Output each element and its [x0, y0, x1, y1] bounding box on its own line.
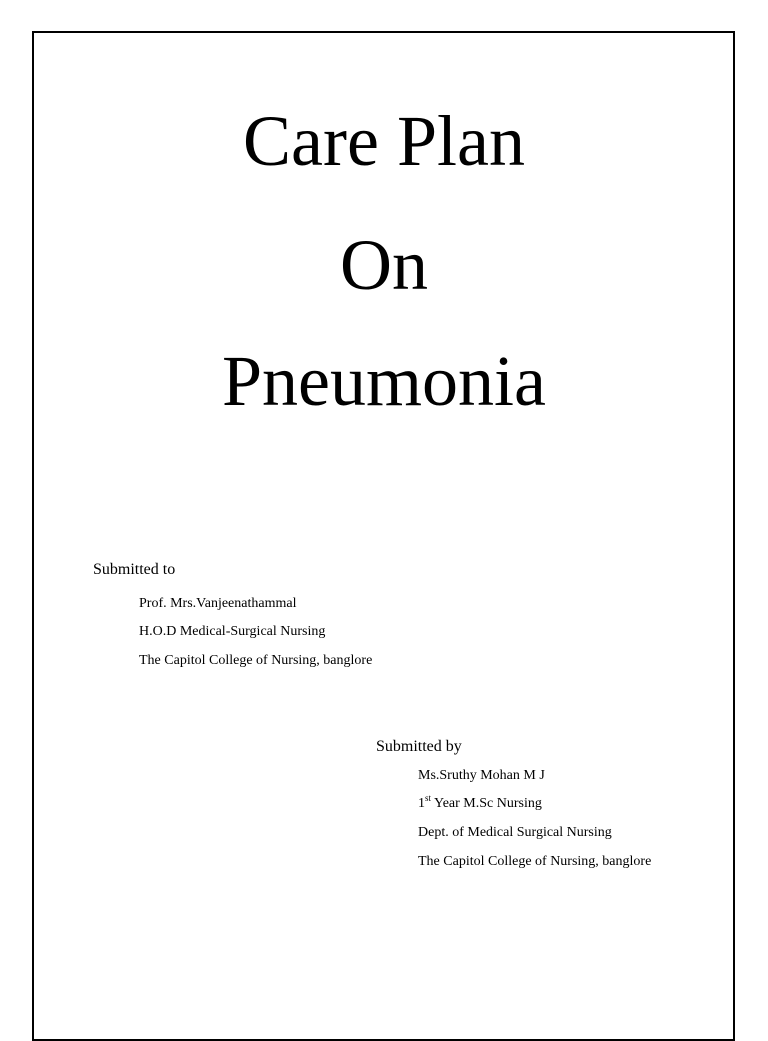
year-rest: Year M.Sc Nursing [431, 796, 542, 811]
title-line-pneumonia: Pneumonia [222, 341, 546, 421]
submitted-by-dept: Dept. of Medical Surgical Nursing [418, 825, 612, 840]
submitted-by-college: The Capitol College of Nursing, banglore [418, 854, 652, 869]
submitted-by-name: Ms.Sruthy Mohan M J [418, 768, 545, 783]
year-suffix: st [425, 793, 432, 803]
submitted-to-college: The Capitol College of Nursing, banglore [139, 653, 373, 668]
year-number: 1 [418, 796, 425, 811]
title-line-on: On [340, 225, 428, 305]
submitted-to-name: Prof. Mrs.Vanjeenathammal [139, 596, 297, 611]
title-line-care-plan: Care Plan [243, 101, 525, 181]
submitted-by-year [418, 793, 542, 811]
submitted-to-title: H.O.D Medical-Surgical Nursing [139, 624, 326, 639]
submitted-by-heading: Submitted by [376, 738, 462, 755]
submitted-to-heading: Submitted to [93, 561, 176, 578]
page-border [32, 31, 735, 1041]
